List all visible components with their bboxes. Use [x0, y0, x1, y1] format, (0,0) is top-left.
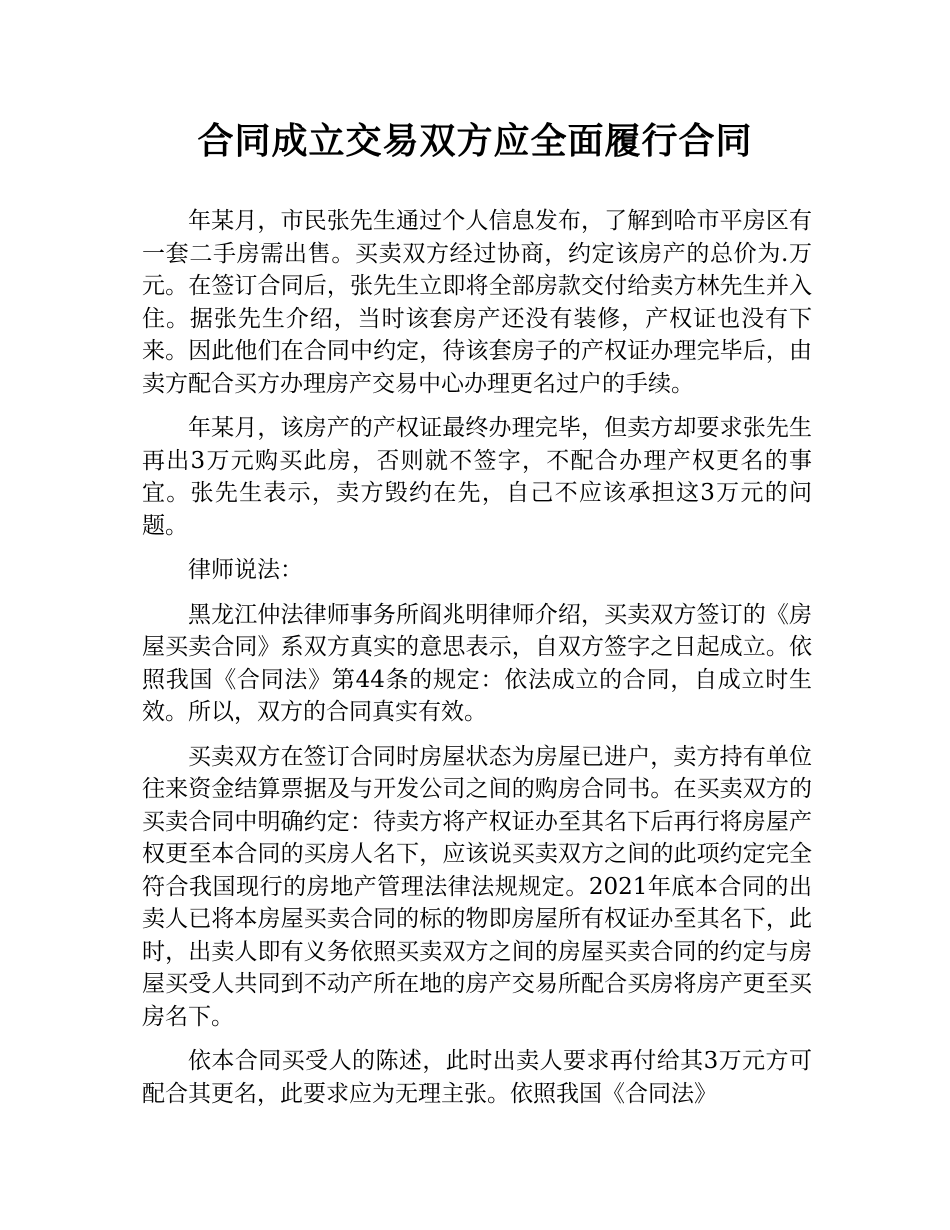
paragraph: 年某月，市民张先生通过个人信息发布，了解到哈市平房区有一套二手房需出售。买卖双方经过协商，约定该房产的总价为.万元。在签订合同后，张先生立即将全部房款交付给卖方林先生并入住。据张先生介绍，当时该套房产还没有装修，产权证也没有下来。因此他们在合同中约定，待该套房子的产权证办理完毕后，由卖方配合买方办理房产交易中心办理更名过户的手续。 — [142, 208, 812, 397]
paragraph: 依本合同买受人的陈述，此时出卖人要求再付给其3万元方可配合其更名，此要求应为无理主张。依照我国《合同法》 — [142, 1048, 812, 1107]
paragraph: 买卖双方在签订合同时房屋状态为房屋已进户，卖方持有单位往来资金结算票据及与开发公司之间的购房合同书。在买卖双方的买卖合同中明确约定：待卖方将产权证办至其名下后再行将房屋产权更至本合同的买房人名下，应该说买卖双方之间的此项约定完全符合我国现行的房地产管理法律法规规定。2021年底本合同的出卖人已将本房屋买卖合同的标的物即房屋所有权证办至其名下，此时，出卖人即有义务依照买卖双方之间的房屋买卖合同的约定与房屋买受人共同到不动产所在地的房产交易所配合买房将房产更至买房名下。 — [142, 743, 812, 1030]
document-body — [142, 205, 812, 1122]
document-title: 合同成立交易双方应全面履行合同 — [197, 121, 753, 162]
paragraph: 年某月，该房产的产权证最终办理完毕，但卖方却要求张先生再出3万元购买此房，否则就不签字，不配合办理产权更名的事宜。张先生表示，卖方毁约在先，自己不应该承担这3万元的问题。 — [142, 415, 812, 539]
paragraph: 黑龙江仲法律师事务所阎兆明律师介绍，买卖双方签订的《房屋买卖合同》系双方真实的意思表示，自双方签字之日起成立。依照我国《合同法》第44条的规定：依法成立的合同，自成立时生效。所以，双方的合同真实有效。 — [142, 601, 812, 725]
section-heading: 律师说法： — [188, 557, 303, 583]
